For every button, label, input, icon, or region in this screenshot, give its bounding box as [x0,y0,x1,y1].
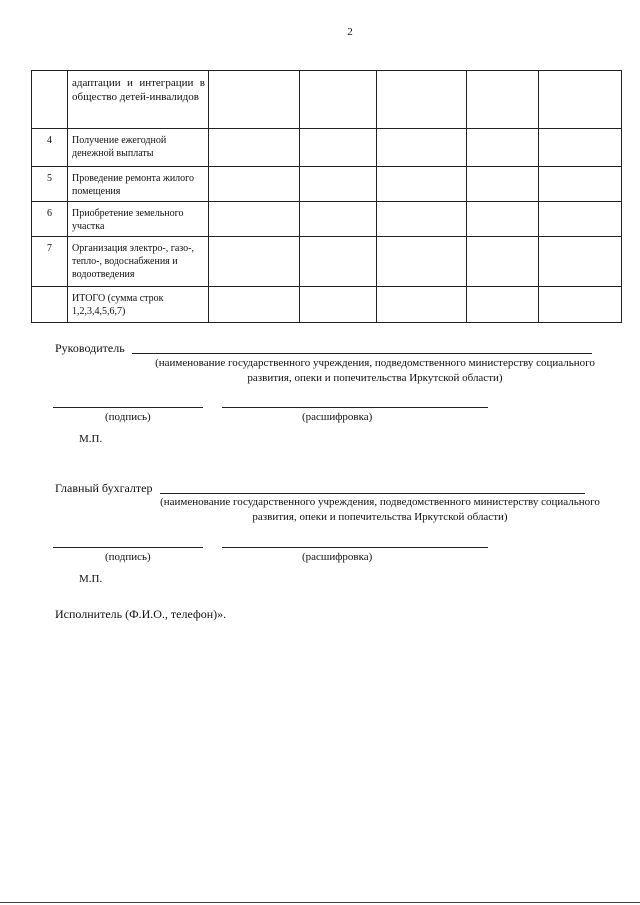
head-org-line [132,353,592,354]
head-signature-line [53,407,203,408]
value-cell [467,287,539,323]
value-cell [377,71,467,129]
row-number-cell [32,71,68,129]
row-name-cell: Проведение ремонта жилого помещения [68,167,209,202]
value-cell [539,167,622,202]
value-cell [300,167,377,202]
value-cell [377,167,467,202]
accountant-title: Главный бухгалтер [55,481,153,495]
value-cell [209,167,300,202]
row-number-cell: 5 [32,167,68,202]
value-cell [539,129,622,167]
value-cell [300,71,377,129]
value-cell [209,202,300,237]
value-cell [539,202,622,237]
value-cell [467,202,539,237]
value-cell [300,287,377,323]
table-row [32,287,622,323]
value-cell [467,167,539,202]
accountant-signature-label: (подпись) [105,551,151,563]
value-cell [467,237,539,287]
value-cell [539,71,622,129]
head-decode-label: (расшифровка) [302,411,373,423]
table-row [32,129,622,167]
executor-line: Исполнитель (Ф.И.О., телефон)». [55,607,227,621]
accountant-org-line [160,493,585,494]
value-cell [539,237,622,287]
row-number-cell [32,287,68,323]
accountant-signature-line [53,547,203,548]
value-cell [300,202,377,237]
row-name-cell: Приобретение земельного участка [68,202,209,237]
table-row [32,202,622,237]
head-decode-line [222,407,488,408]
table-row [32,237,622,287]
value-cell [209,71,300,129]
row-name-cell: Получение ежегодной денежной выплаты [68,129,209,167]
value-cell [209,237,300,287]
head-stamp: М.П. [79,433,103,445]
accountant-stamp: М.П. [79,573,103,585]
value-cell [377,237,467,287]
value-cell [377,287,467,323]
value-cell [300,237,377,287]
page-bottom-edge [0,902,640,903]
value-cell [377,129,467,167]
report-table [31,70,622,323]
value-cell [539,287,622,323]
accountant-decode-label: (расшифровка) [302,551,373,563]
row-name-cell: ИТОГО (сумма строк 1,2,3,4,5,6,7) [68,287,209,323]
row-name-cell: Организация электро-, газо-, тепло-, водоснабжения и водоотведения [68,237,209,287]
table-row [32,167,622,202]
row-number-cell: 7 [32,237,68,287]
head-title: Руководитель [55,341,125,355]
value-cell [209,287,300,323]
table-row [32,71,622,129]
row-number-cell: 6 [32,202,68,237]
row-name-cell: адаптации и интеграции в общество детей-инвалидов [68,71,209,129]
value-cell [300,129,377,167]
head-org-caption: (наименование государственного учреждения, подведомственного министерству социального развития, опеки и попечительства Иркутской области) [155,357,595,384]
head-signature-label: (подпись) [105,411,151,423]
accountant-org-caption: (наименование государственного учреждения, подведомственного министерству социального развития, опеки и попечительства Иркутской области) [160,496,600,523]
page-number: 2 [347,26,353,38]
accountant-decode-line [222,547,488,548]
row-number-cell: 4 [32,129,68,167]
value-cell [209,129,300,167]
value-cell [377,202,467,237]
value-cell [467,129,539,167]
value-cell [467,71,539,129]
